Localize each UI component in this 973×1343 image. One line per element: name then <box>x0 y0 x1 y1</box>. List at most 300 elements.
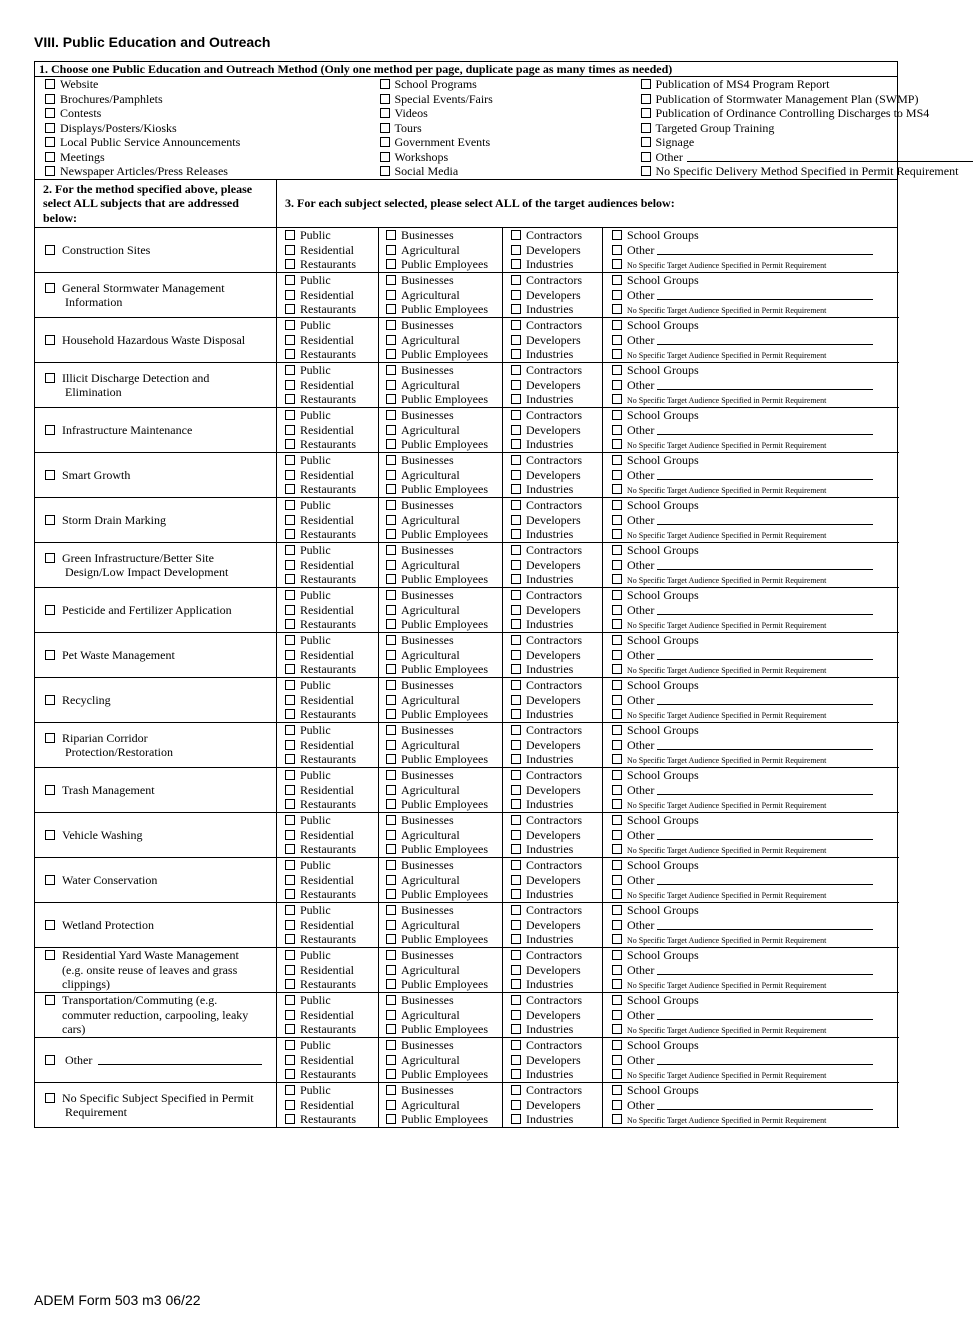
aud-13-2-1-checkbox[interactable] <box>511 830 521 840</box>
aud-16-0-1-checkbox[interactable] <box>285 965 295 975</box>
aud-11-0-0-checkbox[interactable] <box>285 725 295 735</box>
aud-8-2-0-checkbox[interactable] <box>511 590 521 600</box>
aud-19-2-0-checkbox[interactable] <box>511 1085 521 1095</box>
aud-8-3-0-checkbox[interactable] <box>612 590 622 600</box>
aud-18-2-0-option[interactable] <box>511 1038 602 1053</box>
method-2-4-option[interactable] <box>380 135 503 150</box>
aud-7-2-1-checkbox[interactable] <box>511 560 521 570</box>
aud-19-2-1-checkbox[interactable] <box>511 1100 521 1110</box>
aud-13-1-1-option[interactable] <box>386 828 502 843</box>
aud-12-0-1-checkbox[interactable] <box>285 785 295 795</box>
aud-8-0-2-checkbox[interactable] <box>285 619 295 629</box>
aud-7-2-1-option[interactable] <box>511 558 602 573</box>
aud-8-2-0-option[interactable] <box>511 588 602 603</box>
subject-option[interactable] <box>45 993 276 1037</box>
aud-10-2-0-checkbox[interactable] <box>511 680 521 690</box>
aud-18-2-2-option[interactable] <box>511 1067 602 1082</box>
aud-2-3-2-checkbox[interactable] <box>612 349 622 359</box>
aud-8-3-1-checkbox[interactable] <box>612 605 622 615</box>
aud-16-2-2-option[interactable] <box>511 977 602 992</box>
aud-4-0-2-option[interactable] <box>285 437 378 452</box>
aud-15-3-2-option[interactable] <box>612 932 897 947</box>
method-3-2-checkbox[interactable] <box>641 108 651 118</box>
aud-19-0-2-option[interactable] <box>285 1112 378 1127</box>
method-2-5-checkbox[interactable] <box>380 152 390 162</box>
aud-18-0-1-option[interactable] <box>285 1053 378 1068</box>
aud-10-2-1-option[interactable] <box>511 693 602 708</box>
aud-10-2-2-checkbox[interactable] <box>511 709 521 719</box>
aud-17-1-2-option[interactable] <box>386 1022 502 1037</box>
aud-7-1-2-option[interactable] <box>386 572 502 587</box>
aud-7-3-0-option[interactable] <box>612 543 897 558</box>
aud-15-1-2-checkbox[interactable] <box>386 934 396 944</box>
subject-option[interactable] <box>45 513 276 528</box>
aud-15-3-2-checkbox[interactable] <box>612 934 622 944</box>
aud-4-0-1-checkbox[interactable] <box>285 425 295 435</box>
aud-15-2-1-checkbox[interactable] <box>511 920 521 930</box>
aud-11-3-0-option[interactable] <box>612 723 897 738</box>
method-3-0-checkbox[interactable] <box>641 79 651 89</box>
aud-3-2-2-option[interactable] <box>511 392 602 407</box>
aud-11-2-2-checkbox[interactable] <box>511 754 521 764</box>
aud-10-1-2-checkbox[interactable] <box>386 709 396 719</box>
aud-2-3-0-option[interactable] <box>612 318 897 333</box>
aud-7-0-1-option[interactable] <box>285 558 378 573</box>
aud-17-1-0-option[interactable] <box>386 993 502 1008</box>
aud-5-1-2-checkbox[interactable] <box>386 484 396 494</box>
aud-16-2-2-checkbox[interactable] <box>511 979 521 989</box>
aud-17-0-1-option[interactable] <box>285 1008 378 1023</box>
other-audience-blank[interactable] <box>657 874 873 885</box>
aud-14-0-1-checkbox[interactable] <box>285 875 295 885</box>
method-2-3-option[interactable] <box>380 121 503 136</box>
aud-13-0-0-checkbox[interactable] <box>285 815 295 825</box>
aud-18-3-1-option[interactable] <box>612 1053 897 1068</box>
aud-2-1-1-checkbox[interactable] <box>386 335 396 345</box>
aud-7-3-1-checkbox[interactable] <box>612 560 622 570</box>
aud-9-1-0-option[interactable] <box>386 633 502 648</box>
aud-6-2-2-checkbox[interactable] <box>511 529 521 539</box>
aud-15-2-0-option[interactable] <box>511 903 602 918</box>
aud-3-2-1-checkbox[interactable] <box>511 380 521 390</box>
aud-4-1-0-option[interactable] <box>386 408 502 423</box>
aud-11-3-2-checkbox[interactable] <box>612 754 622 764</box>
aud-9-1-2-checkbox[interactable] <box>386 664 396 674</box>
other-audience-blank[interactable] <box>657 559 873 570</box>
aud-3-2-1-option[interactable] <box>511 378 602 393</box>
aud-13-2-1-option[interactable] <box>511 828 602 843</box>
aud-14-2-0-checkbox[interactable] <box>511 860 521 870</box>
aud-11-1-2-checkbox[interactable] <box>386 754 396 764</box>
aud-6-3-2-option[interactable] <box>612 527 897 542</box>
aud-0-1-2-option[interactable] <box>386 257 502 272</box>
aud-15-1-0-option[interactable] <box>386 903 502 918</box>
aud-12-2-2-option[interactable] <box>511 797 602 812</box>
other-audience-blank[interactable] <box>657 289 873 300</box>
aud-14-2-1-checkbox[interactable] <box>511 875 521 885</box>
subject-11-checkbox[interactable] <box>45 733 55 743</box>
aud-8-0-0-option[interactable] <box>285 588 378 603</box>
aud-11-2-0-checkbox[interactable] <box>511 725 521 735</box>
aud-8-0-1-option[interactable] <box>285 603 378 618</box>
aud-15-0-1-checkbox[interactable] <box>285 920 295 930</box>
aud-18-3-0-option[interactable] <box>612 1038 897 1053</box>
other-audience-blank[interactable] <box>657 1054 873 1065</box>
aud-11-1-0-option[interactable] <box>386 723 502 738</box>
aud-8-0-2-option[interactable] <box>285 617 378 632</box>
aud-2-2-0-checkbox[interactable] <box>511 320 521 330</box>
aud-16-0-0-checkbox[interactable] <box>285 950 295 960</box>
aud-3-3-1-option[interactable] <box>612 378 897 393</box>
aud-15-0-2-checkbox[interactable] <box>285 934 295 944</box>
aud-14-3-1-checkbox[interactable] <box>612 875 622 885</box>
aud-19-1-1-checkbox[interactable] <box>386 1100 396 1110</box>
aud-8-1-1-option[interactable] <box>386 603 502 618</box>
aud-14-0-2-checkbox[interactable] <box>285 889 295 899</box>
method-3-4-checkbox[interactable] <box>641 137 651 147</box>
aud-15-2-2-option[interactable] <box>511 932 602 947</box>
aud-2-3-0-checkbox[interactable] <box>612 320 622 330</box>
aud-13-1-2-checkbox[interactable] <box>386 844 396 854</box>
aud-12-2-0-option[interactable] <box>511 768 602 783</box>
aud-11-0-1-option[interactable] <box>285 738 378 753</box>
aud-12-1-0-checkbox[interactable] <box>386 770 396 780</box>
aud-16-0-0-option[interactable] <box>285 948 378 963</box>
aud-6-2-0-option[interactable] <box>511 498 602 513</box>
aud-4-3-0-option[interactable] <box>612 408 897 423</box>
aud-11-1-2-option[interactable] <box>386 752 502 767</box>
aud-3-3-0-checkbox[interactable] <box>612 365 622 375</box>
aud-11-2-0-option[interactable] <box>511 723 602 738</box>
aud-14-0-0-checkbox[interactable] <box>285 860 295 870</box>
aud-9-3-1-checkbox[interactable] <box>612 650 622 660</box>
subject-14-checkbox[interactable] <box>45 875 55 885</box>
aud-19-2-1-option[interactable] <box>511 1098 602 1113</box>
aud-3-3-2-checkbox[interactable] <box>612 394 622 404</box>
aud-5-1-0-option[interactable] <box>386 453 502 468</box>
aud-5-2-1-option[interactable] <box>511 468 602 483</box>
aud-6-3-2-checkbox[interactable] <box>612 529 622 539</box>
aud-18-2-2-checkbox[interactable] <box>511 1069 521 1079</box>
aud-6-0-1-checkbox[interactable] <box>285 515 295 525</box>
aud-14-0-1-option[interactable] <box>285 873 378 888</box>
aud-0-1-1-option[interactable] <box>386 243 502 258</box>
aud-17-2-0-option[interactable] <box>511 993 602 1008</box>
aud-3-0-0-checkbox[interactable] <box>285 365 295 375</box>
aud-15-3-0-checkbox[interactable] <box>612 905 622 915</box>
aud-4-2-1-checkbox[interactable] <box>511 425 521 435</box>
aud-5-1-1-checkbox[interactable] <box>386 470 396 480</box>
method-1-5-checkbox[interactable] <box>45 152 55 162</box>
aud-8-3-2-option[interactable] <box>612 617 897 632</box>
aud-11-2-1-option[interactable] <box>511 738 602 753</box>
aud-19-2-2-checkbox[interactable] <box>511 1114 521 1124</box>
aud-12-3-2-option[interactable] <box>612 797 897 812</box>
aud-8-0-0-checkbox[interactable] <box>285 590 295 600</box>
other-audience-blank[interactable] <box>657 1099 873 1110</box>
aud-8-1-2-checkbox[interactable] <box>386 619 396 629</box>
other-audience-blank[interactable] <box>657 334 873 345</box>
aud-15-2-2-checkbox[interactable] <box>511 934 521 944</box>
aud-12-1-2-option[interactable] <box>386 797 502 812</box>
aud-10-2-2-option[interactable] <box>511 707 602 722</box>
aud-1-0-1-option[interactable] <box>285 288 378 303</box>
aud-4-1-1-option[interactable] <box>386 423 502 438</box>
other-method-blank[interactable] <box>687 151 973 162</box>
aud-7-1-0-option[interactable] <box>386 543 502 558</box>
aud-18-2-1-option[interactable] <box>511 1053 602 1068</box>
other-audience-blank[interactable] <box>657 829 873 840</box>
aud-6-0-0-option[interactable] <box>285 498 378 513</box>
aud-3-1-0-option[interactable] <box>386 363 502 378</box>
aud-9-0-1-checkbox[interactable] <box>285 650 295 660</box>
aud-14-3-0-option[interactable] <box>612 858 897 873</box>
aud-0-2-1-checkbox[interactable] <box>511 245 521 255</box>
aud-12-1-1-checkbox[interactable] <box>386 785 396 795</box>
aud-11-0-2-option[interactable] <box>285 752 378 767</box>
aud-17-0-1-checkbox[interactable] <box>285 1010 295 1020</box>
aud-2-0-1-option[interactable] <box>285 333 378 348</box>
other-audience-blank[interactable] <box>657 1009 873 1020</box>
aud-9-2-1-option[interactable] <box>511 648 602 663</box>
subject-17-checkbox[interactable] <box>45 995 55 1005</box>
aud-5-3-1-option[interactable] <box>612 468 897 483</box>
aud-0-2-1-option[interactable] <box>511 243 602 258</box>
aud-5-3-2-checkbox[interactable] <box>612 484 622 494</box>
aud-16-1-1-checkbox[interactable] <box>386 965 396 975</box>
subject-7-checkbox[interactable] <box>45 553 55 563</box>
aud-5-0-2-option[interactable] <box>285 482 378 497</box>
subject-option[interactable] <box>45 1091 276 1120</box>
aud-12-3-1-checkbox[interactable] <box>612 785 622 795</box>
subject-16-checkbox[interactable] <box>45 950 55 960</box>
aud-9-0-2-option[interactable] <box>285 662 378 677</box>
aud-1-2-2-option[interactable] <box>511 302 602 317</box>
aud-0-3-1-checkbox[interactable] <box>612 245 622 255</box>
aud-18-1-0-option[interactable] <box>386 1038 502 1053</box>
aud-7-3-1-option[interactable] <box>612 558 897 573</box>
aud-13-3-0-checkbox[interactable] <box>612 815 622 825</box>
aud-8-1-1-checkbox[interactable] <box>386 605 396 615</box>
aud-7-0-2-checkbox[interactable] <box>285 574 295 584</box>
aud-8-3-0-option[interactable] <box>612 588 897 603</box>
aud-12-2-1-checkbox[interactable] <box>511 785 521 795</box>
aud-4-2-0-checkbox[interactable] <box>511 410 521 420</box>
aud-16-2-0-option[interactable] <box>511 948 602 963</box>
aud-2-1-1-option[interactable] <box>386 333 502 348</box>
aud-3-0-2-option[interactable] <box>285 392 378 407</box>
aud-3-1-1-option[interactable] <box>386 378 502 393</box>
aud-16-2-1-checkbox[interactable] <box>511 965 521 975</box>
aud-1-3-1-checkbox[interactable] <box>612 290 622 300</box>
aud-2-1-0-option[interactable] <box>386 318 502 333</box>
aud-16-3-2-checkbox[interactable] <box>612 979 622 989</box>
aud-14-2-2-option[interactable] <box>511 887 602 902</box>
aud-19-0-1-checkbox[interactable] <box>285 1100 295 1110</box>
aud-2-2-2-option[interactable] <box>511 347 602 362</box>
method-2-6-checkbox[interactable] <box>380 166 390 176</box>
aud-14-2-1-option[interactable] <box>511 873 602 888</box>
aud-12-0-0-checkbox[interactable] <box>285 770 295 780</box>
aud-14-3-2-checkbox[interactable] <box>612 889 622 899</box>
aud-11-0-2-checkbox[interactable] <box>285 754 295 764</box>
method-2-4-checkbox[interactable] <box>380 137 390 147</box>
aud-5-0-1-option[interactable] <box>285 468 378 483</box>
aud-7-2-0-checkbox[interactable] <box>511 545 521 555</box>
aud-7-2-2-checkbox[interactable] <box>511 574 521 584</box>
subject-option[interactable] <box>45 918 276 933</box>
method-1-0-option[interactable] <box>45 77 373 92</box>
aud-18-1-2-checkbox[interactable] <box>386 1069 396 1079</box>
other-audience-blank[interactable] <box>657 424 873 435</box>
aud-2-0-2-checkbox[interactable] <box>285 349 295 359</box>
aud-7-0-0-checkbox[interactable] <box>285 545 295 555</box>
aud-14-0-0-option[interactable] <box>285 858 378 873</box>
aud-13-3-2-option[interactable] <box>612 842 897 857</box>
aud-11-0-0-option[interactable] <box>285 723 378 738</box>
aud-11-1-1-option[interactable] <box>386 738 502 753</box>
aud-15-2-1-option[interactable] <box>511 918 602 933</box>
aud-17-0-0-option[interactable] <box>285 993 378 1008</box>
aud-5-0-0-option[interactable] <box>285 453 378 468</box>
aud-8-3-1-option[interactable] <box>612 603 897 618</box>
aud-1-2-1-option[interactable] <box>511 288 602 303</box>
aud-18-1-2-option[interactable] <box>386 1067 502 1082</box>
aud-1-3-2-option[interactable] <box>612 302 897 317</box>
method-1-4-checkbox[interactable] <box>45 137 55 147</box>
aud-1-0-0-checkbox[interactable] <box>285 275 295 285</box>
aud-7-1-0-checkbox[interactable] <box>386 545 396 555</box>
aud-17-1-1-option[interactable] <box>386 1008 502 1023</box>
aud-14-2-2-checkbox[interactable] <box>511 889 521 899</box>
aud-5-0-1-checkbox[interactable] <box>285 470 295 480</box>
aud-5-0-0-checkbox[interactable] <box>285 455 295 465</box>
aud-11-3-1-option[interactable] <box>612 738 897 753</box>
aud-3-0-0-option[interactable] <box>285 363 378 378</box>
method-1-1-checkbox[interactable] <box>45 94 55 104</box>
aud-13-3-2-checkbox[interactable] <box>612 844 622 854</box>
aud-0-2-0-option[interactable] <box>511 228 602 243</box>
aud-3-3-0-option[interactable] <box>612 363 897 378</box>
subject-9-checkbox[interactable] <box>45 650 55 660</box>
subject-option[interactable] <box>45 551 276 580</box>
aud-4-2-0-option[interactable] <box>511 408 602 423</box>
aud-17-3-2-option[interactable] <box>612 1022 897 1037</box>
aud-5-3-0-option[interactable] <box>612 453 897 468</box>
aud-17-3-0-option[interactable] <box>612 993 897 1008</box>
aud-7-3-0-checkbox[interactable] <box>612 545 622 555</box>
aud-13-1-1-checkbox[interactable] <box>386 830 396 840</box>
aud-12-0-2-option[interactable] <box>285 797 378 812</box>
aud-8-2-1-option[interactable] <box>511 603 602 618</box>
aud-16-1-1-option[interactable] <box>386 963 502 978</box>
aud-16-0-2-checkbox[interactable] <box>285 979 295 989</box>
aud-0-0-1-checkbox[interactable] <box>285 245 295 255</box>
aud-12-2-0-checkbox[interactable] <box>511 770 521 780</box>
aud-19-1-0-option[interactable] <box>386 1083 502 1098</box>
aud-18-0-0-checkbox[interactable] <box>285 1040 295 1050</box>
aud-6-2-1-option[interactable] <box>511 513 602 528</box>
aud-5-0-2-checkbox[interactable] <box>285 484 295 494</box>
aud-0-2-2-checkbox[interactable] <box>511 259 521 269</box>
aud-2-0-0-option[interactable] <box>285 318 378 333</box>
aud-10-1-0-checkbox[interactable] <box>386 680 396 690</box>
aud-3-0-2-checkbox[interactable] <box>285 394 295 404</box>
method-1-3-option[interactable] <box>45 121 373 136</box>
other-audience-blank[interactable] <box>657 649 873 660</box>
aud-6-1-1-option[interactable] <box>386 513 502 528</box>
aud-6-2-0-checkbox[interactable] <box>511 500 521 510</box>
aud-16-1-0-option[interactable] <box>386 948 502 963</box>
aud-1-3-1-option[interactable] <box>612 288 897 303</box>
subject-option[interactable] <box>45 828 276 843</box>
aud-12-3-2-checkbox[interactable] <box>612 799 622 809</box>
aud-0-3-2-option[interactable] <box>612 257 897 272</box>
subject-12-checkbox[interactable] <box>45 785 55 795</box>
aud-1-2-0-checkbox[interactable] <box>511 275 521 285</box>
method-3-5-option[interactable] <box>641 150 898 165</box>
aud-6-0-0-checkbox[interactable] <box>285 500 295 510</box>
aud-2-3-1-option[interactable] <box>612 333 897 348</box>
aud-10-1-1-option[interactable] <box>386 693 502 708</box>
aud-1-1-1-option[interactable] <box>386 288 502 303</box>
method-3-6-checkbox[interactable] <box>641 166 651 176</box>
aud-3-1-2-option[interactable] <box>386 392 502 407</box>
subject-19-checkbox[interactable] <box>45 1093 55 1103</box>
aud-15-0-2-option[interactable] <box>285 932 378 947</box>
aud-19-1-2-option[interactable] <box>386 1112 502 1127</box>
aud-7-0-2-option[interactable] <box>285 572 378 587</box>
aud-18-0-1-checkbox[interactable] <box>285 1055 295 1065</box>
aud-0-1-2-checkbox[interactable] <box>386 259 396 269</box>
aud-3-0-1-option[interactable] <box>285 378 378 393</box>
method-2-3-checkbox[interactable] <box>380 123 390 133</box>
aud-19-3-1-checkbox[interactable] <box>612 1100 622 1110</box>
aud-5-2-0-checkbox[interactable] <box>511 455 521 465</box>
subject-option[interactable] <box>45 281 276 310</box>
aud-19-3-0-option[interactable] <box>612 1083 897 1098</box>
aud-3-0-1-checkbox[interactable] <box>285 380 295 390</box>
aud-10-3-1-checkbox[interactable] <box>612 695 622 705</box>
aud-4-1-1-checkbox[interactable] <box>386 425 396 435</box>
aud-10-0-1-option[interactable] <box>285 693 378 708</box>
aud-16-0-1-option[interactable] <box>285 963 378 978</box>
aud-17-0-2-option[interactable] <box>285 1022 378 1037</box>
method-2-0-option[interactable] <box>380 77 503 92</box>
aud-4-0-1-option[interactable] <box>285 423 378 438</box>
aud-8-2-2-checkbox[interactable] <box>511 619 521 629</box>
aud-17-2-2-option[interactable] <box>511 1022 602 1037</box>
aud-18-2-0-checkbox[interactable] <box>511 1040 521 1050</box>
method-3-1-option[interactable] <box>641 91 919 107</box>
method-3-1-checkbox[interactable] <box>641 94 651 104</box>
aud-10-0-0-checkbox[interactable] <box>285 680 295 690</box>
aud-8-2-2-option[interactable] <box>511 617 602 632</box>
subject-option[interactable] <box>45 468 276 483</box>
other-audience-blank[interactable] <box>657 694 873 705</box>
method-3-3-option[interactable] <box>641 121 898 136</box>
aud-7-3-2-option[interactable] <box>612 572 897 587</box>
aud-16-3-0-option[interactable] <box>612 948 897 963</box>
aud-13-0-2-option[interactable] <box>285 842 378 857</box>
subject-option[interactable] <box>45 371 276 400</box>
aud-12-1-2-checkbox[interactable] <box>386 799 396 809</box>
aud-11-1-0-checkbox[interactable] <box>386 725 396 735</box>
aud-1-0-1-checkbox[interactable] <box>285 290 295 300</box>
aud-15-1-0-checkbox[interactable] <box>386 905 396 915</box>
aud-2-2-2-checkbox[interactable] <box>511 349 521 359</box>
aud-8-1-0-option[interactable] <box>386 588 502 603</box>
